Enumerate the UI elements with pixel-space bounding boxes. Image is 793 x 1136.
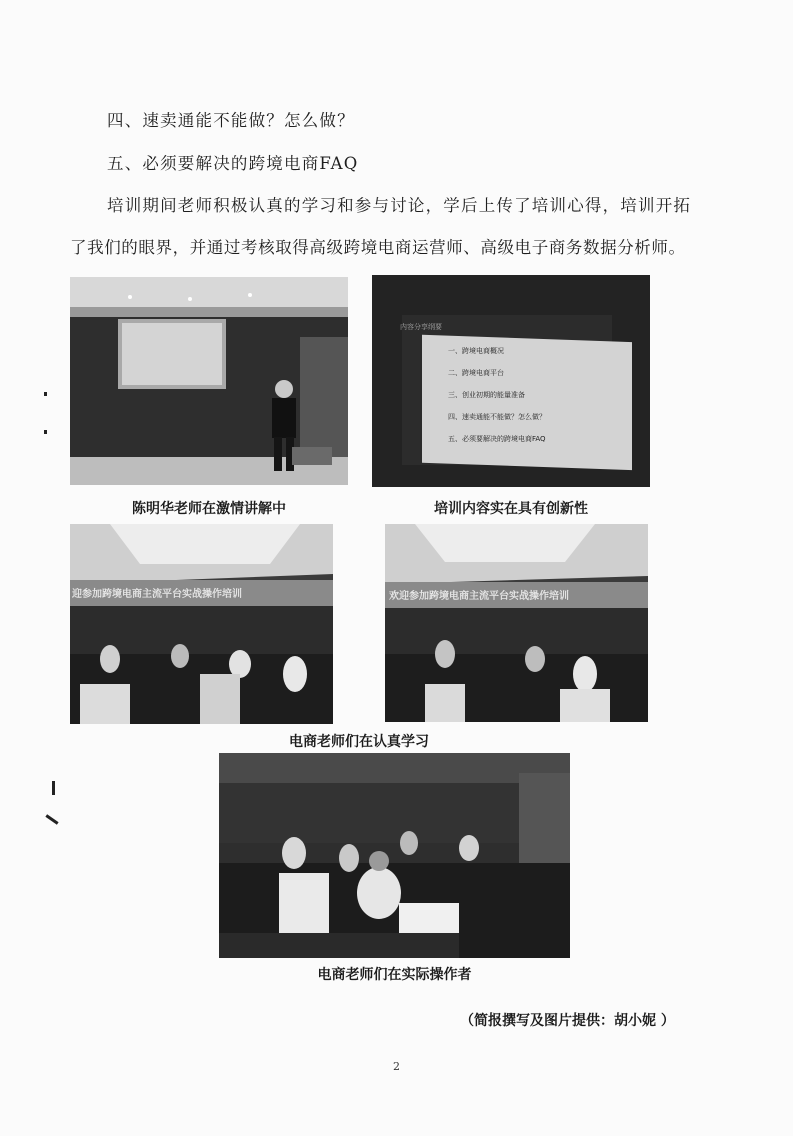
slide-item-5: 五、必须要解决的跨境电商FAQ [448, 435, 546, 443]
heading-four: 四、速卖通能不能做？怎么做？ [107, 111, 355, 130]
caption-photo-5: 电商老师们在实际操作者 [317, 967, 472, 983]
photo-speaker [70, 277, 348, 485]
photo-hands-on [219, 753, 570, 958]
caption-photos-3-4: 电商老师们在认真学习 [289, 734, 429, 750]
slide-item-3: 三、创业初期的能量准备 [448, 391, 525, 399]
scan-mark [44, 392, 47, 396]
photo-classroom-left [70, 524, 333, 724]
banner-left: 迎参加跨境电商主流平台实战操作培训 [72, 589, 242, 600]
slide-title: 内容分享纲要 [400, 323, 442, 331]
page-number: 2 [393, 1060, 400, 1073]
photo-classroom-right [385, 524, 648, 722]
paragraph-line-1: 培训期间老师积极认真的学习和参与讨论，学后上传了培训心得，培训开拓 [107, 196, 692, 215]
heading-five: 五、必须要解决的跨境电商FAQ [107, 154, 359, 173]
caption-photo-1: 陈明华老师在激情讲解中 [132, 501, 286, 517]
scan-mark [45, 814, 58, 824]
banner-right: 欢迎参加跨境电商主流平台实战操作培训 [389, 591, 569, 602]
slide-item-4: 四、速卖通能不能做？怎么做？ [448, 413, 546, 421]
scan-mark [44, 430, 47, 434]
caption-photo-2: 培训内容实在具有创新性 [434, 501, 588, 517]
paragraph-line-2: 了我们的眼界，并通过考核取得高级跨境电商运营师、高级电子商务数据分析师。 [70, 238, 686, 257]
photo-slide [372, 275, 650, 487]
slide-item-2: 二、跨境电商平台 [448, 369, 504, 377]
scan-mark [52, 781, 55, 795]
credit-line: （简报撰写及图片提供：胡小妮 ） [460, 1013, 675, 1029]
slide-item-1: 一、跨境电商概况 [448, 347, 504, 355]
